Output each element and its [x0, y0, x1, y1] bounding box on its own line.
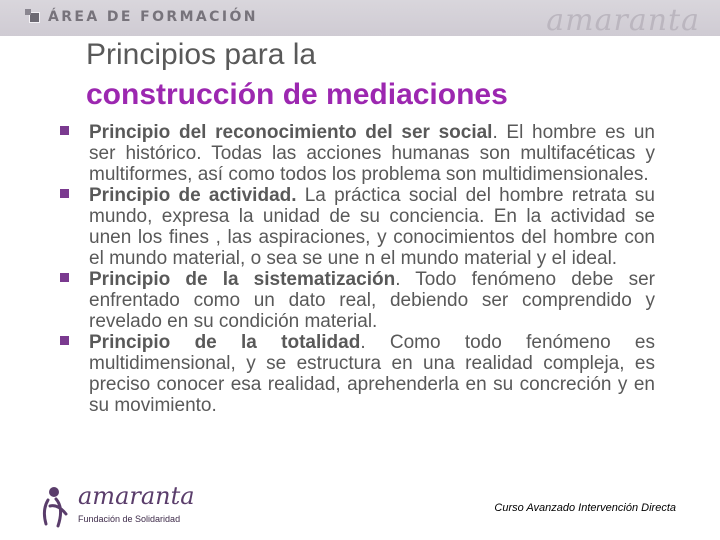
list-item: [60, 269, 655, 332]
principle-text: . Todo fenómeno debe ser enfrentado como un dato real, debiendo ser comprendido y revelado en su condición material.: [89, 269, 655, 332]
course-name: Curso Avanzado Intervención Directa: [494, 502, 676, 514]
principle-heading: Principio de la sistematización: [89, 269, 396, 290]
header-bar: [0, 0, 720, 36]
list-item: [60, 122, 655, 185]
list-item: [60, 185, 655, 269]
principle-heading: Principio del reconocimiento del ser social: [89, 122, 493, 143]
square-bullet-icon: [60, 336, 69, 345]
footer-logo: [38, 484, 198, 530]
footer-brand-subtitle: Fundación de Solidaridad: [78, 514, 181, 524]
footer-brand: amaranta: [78, 482, 195, 510]
slide-title-line2: construcción de mediaciones: [86, 78, 508, 111]
principle-text: . Como todo fenómeno es multidimensional, y se estructura en una realidad compleja, es preciso conocer esa realidad, aprehenderla en su concreción y en su movimiento.: [89, 332, 655, 416]
square-bullet-icon: [60, 273, 69, 282]
header-logo: amaranta: [546, 3, 700, 38]
principle-text: La práctica social del hombre retrata su mundo, expresa la unidad de su conciencia. En la actividad se unen los fines , las aspiraciones, y conocimientos del hombre con el mundo material, o sea se une n el mundo material y el ideal.: [89, 185, 655, 269]
principle-heading: Principio de la totalidad: [89, 332, 361, 353]
principle-heading: Principio de actividad.: [89, 185, 297, 206]
square-bullet-icon: [60, 126, 69, 135]
slide-title-line1: Principios para la: [86, 38, 317, 71]
list-item: [60, 332, 655, 416]
square-bullet-icon: [29, 12, 40, 23]
principles-list: [60, 122, 655, 416]
principle-text: . El hombre es un ser histórico. Todas las acciones humanas son multifacéticas y multiformes, así como todos los problema son multidimensionales.: [89, 122, 655, 185]
square-bullet-icon: [60, 189, 69, 198]
section-title: ÁREA DE FORMACIÓN: [48, 9, 258, 25]
person-figure-icon: [38, 484, 74, 528]
